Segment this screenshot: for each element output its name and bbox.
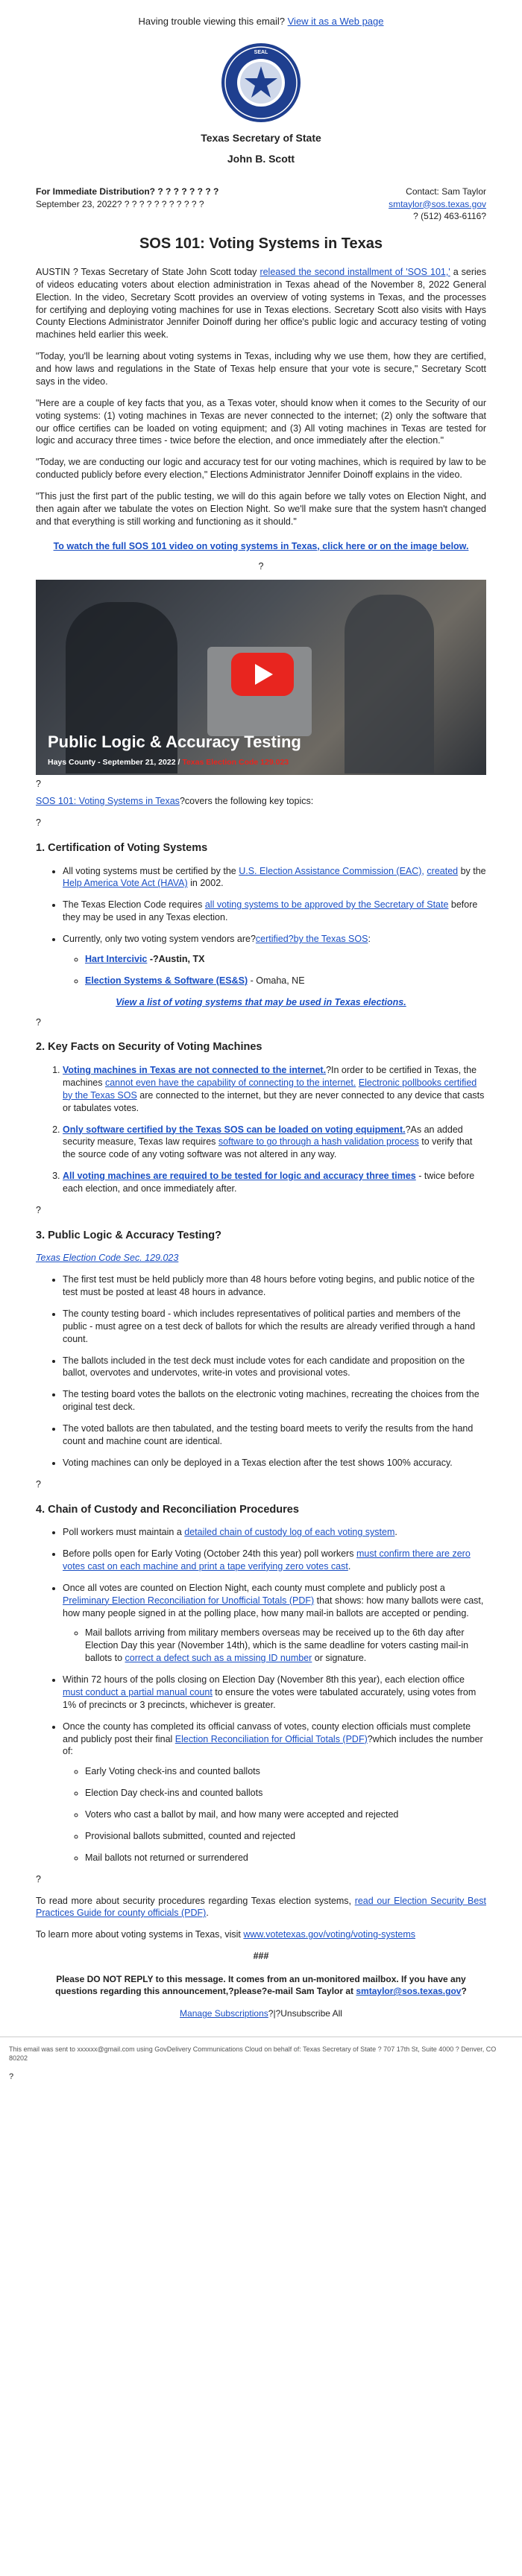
contact-email-link[interactable]: smtaylor@sos.texas.gov xyxy=(389,198,486,209)
certified-link[interactable]: certified?by the Texas SOS xyxy=(255,934,368,945)
org-name: Texas Secretary of State xyxy=(201,131,321,144)
sub-list-item: ◦ Mail ballots not returned or surrendered xyxy=(85,1852,486,1864)
list-item: • The testing board votes the ballots on the electronic voting machines, recreating the choices from the original test deck. xyxy=(63,1388,486,1414)
spacer-mark: ? xyxy=(36,779,41,790)
section-1-list xyxy=(36,865,486,987)
sub-list-item: ◦ Mail ballots arriving from military members overseas may be received up to the 6th day after Election Day this year (November 14th), which is the same deadline for voters casting mail-in ballots to correct a defect such as a missing ID number or signature. xyxy=(85,1627,486,1665)
distribution-text: For Immediate Distribution? ? ? ? ? ? ? ? ? xyxy=(36,186,219,197)
sub-list-item: ◦ Provisional ballots submitted, counted and rejected xyxy=(85,1830,486,1843)
not-connected-link[interactable]: Voting machines in Texas are not connected to the internet. xyxy=(63,1065,327,1076)
footer-mark: ? xyxy=(9,2072,14,2081)
list-item: 1. Voting machines in Texas are not connected to the internet.?In order to be certified in Texas, the machines cannot even have the capability of connecting to the internet. Electronic pollbooks certified by the Texas SOS are connected to the internet, but they are never connected to any device that casts or tabulates votes. xyxy=(63,1064,486,1115)
footer-text: This email was sent to xxxxxx@gmail.com using GovDelivery Communications Cloud on behalf of: Texas Secretary of State ? 707 17th St, Suite 4000 ? Denver, CO 80202 xyxy=(9,2045,497,2062)
person-name: John B. Scott xyxy=(227,153,295,165)
list-item: 3. All voting machines are required to be tested for logic and accuracy three times - twice before each election, and once immediately after. xyxy=(63,1170,486,1195)
list-item: • All voting systems must be certified by the U.S. Election Assistance Commission (EAC), created by the Help America Vote Act (HAVA) in 2002. xyxy=(63,865,486,890)
hava-link[interactable]: Help America Vote Act (HAVA) xyxy=(63,878,188,889)
video-title: Public Logic & Accuracy Testing xyxy=(48,732,301,751)
created-link[interactable]: created xyxy=(427,865,459,876)
spacer-mark: ? xyxy=(36,817,41,829)
list-item: • Before polls open for Early Voting (October 24th this year) poll workers must confirm there are zero votes cast on each machine and print a tape verifying zero votes cast. xyxy=(63,1548,486,1573)
trouble-text: Having trouble viewing this email? xyxy=(138,16,288,27)
correct-defect-link[interactable]: correct a defect such as a missing ID number xyxy=(125,1653,312,1664)
video-figure-right xyxy=(345,595,434,773)
intro-paragraph-2: "Today, you'll be learning about voting systems in Texas, including why we use them, how they are certified, and how laws and regulations in the State of Texas help ensure that your vote is secure," Secretary Scott says in the video. xyxy=(36,351,486,387)
list-item: • Once the county has completed its official canvass of votes, county election officials must complete and publicly post their final Election Reconciliation for Official Totals (PDF)?which includes the number of: ◦ Early Voting check-ins and counted ballots ◦ Election Day check-ins and counted ballots ◦ Voters who cast a ballot by mail, and how many were accepted and rejected ◦ Provisional ballots submitted, counted and rejected ◦ Mail ballots not returned or surrendered xyxy=(63,1721,486,1864)
contact-name: Contact: Sam Taylor xyxy=(406,186,486,197)
watch-video-link[interactable]: To watch the full SOS 101 video on voting systems in Texas, click here or on the image below. xyxy=(53,540,469,551)
spacer-mark: ? xyxy=(258,560,264,572)
intro-paragraph-1: AUSTIN ? Texas Secretary of State John Scott today released the second installment of 'SOS 101,' a series of videos educating voters about election administration in Texas ahead of the November 8, 2022 General Election. In the video, Secretary Scott provides an overview of voting systems in Texas, and the processes for certifying and deploying voting machines for use in Texas elections. Secretary Scott also visits with Hays County Elections Administrator Jennifer Doinoff during her office's public logic and accuracy testing of voting machines held earlier this week. xyxy=(36,266,486,341)
seal-text: SEAL xyxy=(254,49,268,55)
section-3-heading: 3. Public Logic & Accuracy Testing? xyxy=(36,1229,221,1241)
section-2-list xyxy=(36,1064,486,1195)
sub-list xyxy=(63,1627,486,1665)
ess-link[interactable]: Election Systems & Software (ES&S) xyxy=(85,975,248,986)
spacer-mark: ? xyxy=(36,1204,41,1215)
section-3-list xyxy=(36,1273,486,1469)
approval-link[interactable]: all voting systems to be approved by the Secretary of State xyxy=(204,899,449,911)
custody-log-link[interactable]: detailed chain of custody log of each voting system xyxy=(184,1527,395,1538)
certified-software-link[interactable]: Only software certified by the Texas SOS can be loaded on voting equipment. xyxy=(63,1124,406,1135)
release-link[interactable]: released the second installment of 'SOS 101,' xyxy=(260,266,450,277)
internet-capability-link[interactable]: cannot even have the capability of connecting to the internet. xyxy=(104,1077,356,1088)
video-thumbnail[interactable] xyxy=(36,580,486,775)
list-item: • Currently, only two voting system vendors are?certified?by the Texas SOS: ◦ Hart Intercivic -?Austin, TX ◦ Election Systems & Software (ES&S) - Omaha, NE xyxy=(63,933,486,987)
section-2-heading: 2. Key Facts on Security of Voting Machines xyxy=(36,1041,262,1054)
vendor-list xyxy=(63,953,486,987)
spacer-mark: ? xyxy=(36,1478,41,1490)
press-meta xyxy=(36,186,486,222)
votetexas-link[interactable]: www.votetexas.gov/voting/voting-systems xyxy=(243,1929,416,1940)
eac-link[interactable]: U.S. Election Assistance Commission (EAC), xyxy=(239,865,424,876)
end-marker: ### xyxy=(253,1951,269,1962)
list-item: • The first test must be held publicly more than 48 hours before voting begins, and public notice of the test must be posted at least 48 hours in advance. xyxy=(63,1273,486,1299)
web-page-link[interactable]: View it as a Web page xyxy=(287,16,384,27)
manage-subscriptions-link[interactable]: Manage Subscriptions xyxy=(180,2008,268,2019)
hash-validation-link[interactable]: software to go through a hash validation process xyxy=(218,1136,419,1148)
partial-manual-count-link[interactable]: must conduct a partial manual count xyxy=(63,1686,213,1697)
vendor-item: ◦ Election Systems & Software (ES&S) - Omaha, NE xyxy=(85,975,486,987)
tested-three-times-link[interactable]: All voting machines are required to be tested for logic and accuracy three times xyxy=(63,1171,416,1182)
contact-phone: ? (512) 463-6116? xyxy=(413,210,486,221)
play-icon[interactable] xyxy=(231,653,294,696)
sub-list-item: ◦ Voters who cast a ballot by mail, and how many were accepted and rejected xyxy=(85,1808,486,1821)
list-item: • Once all votes are counted on Election Night, each county must complete and publicly post a Preliminary Election Reconciliation for Unofficial Totals (PDF) that shows: how many ballots were cast, how many people signed in at the polling place, how many mail-in ballots are accepted or pending. ◦ Mail ballots arriving from military members overseas may be received up to the 6th day after Election Day this year (November 14th), which is the same deadline for voters casting mail-in ballots to correct a defect such as a missing ID number or signature. xyxy=(63,1582,486,1665)
view-systems-list-link[interactable]: View a list of voting systems that may be used in Texas elections. xyxy=(116,996,406,1007)
vendor-item: ◦ Hart Intercivic -?Austin, TX xyxy=(85,953,486,966)
spacer-mark: ? xyxy=(36,1016,41,1028)
intro-paragraph-3: "Here are a couple of key facts that you, as a Texas voter, should know when it comes to the Security of our voting systems: (1) voting machines in Texas are never connected to the internet; (2) only the software that our office certifies can be loaded on voting equipment; and (3) All voting machines in Texas are tested for logic and accuracy three times - twice before the election, and once immediately after the election." xyxy=(36,397,486,446)
release-date: September 23, 2022? ? ? ? ? ? ? ? ? ? ? ? xyxy=(36,198,204,209)
covers-topics-line: SOS 101: Voting Systems in Texas?covers the following key topics: xyxy=(36,796,314,807)
subscription-links xyxy=(36,2007,486,2019)
section-1-heading: 1. Certification of Voting Systems xyxy=(36,842,208,855)
list-item: • The Texas Election Code requires all voting systems to be approved by the Secretary of State before they may be used in any Texas election. xyxy=(63,899,486,924)
notice-email-link[interactable]: smtaylor@sos.texas.gov xyxy=(356,1986,462,1997)
sub-list xyxy=(63,1765,486,1864)
list-item: • Within 72 hours of the polls closing on Election Day (November 8th this year), each election office must conduct a partial manual count to ensure the votes were tabulated accurately, using votes from 1% of precincts or 3 precincts, whichever is greater. xyxy=(63,1674,486,1712)
web-version-bar xyxy=(0,0,522,28)
security-guide-link[interactable]: read our Election Security Best Practices Guide for county officials (PDF) xyxy=(36,1895,486,1919)
hart-link[interactable]: Hart Intercivic xyxy=(85,953,148,964)
sub-list-item: ◦ Election Day check-ins and counted ballots xyxy=(85,1787,486,1800)
unsubscribe-all-text[interactable]: ?|?Unsubscribe All xyxy=(268,2008,342,2019)
pollbooks-link[interactable]: Electronic pollbooks certified by the Texas SOS xyxy=(63,1077,477,1101)
page-title: SOS 101: Voting Systems in Texas xyxy=(139,235,383,252)
closing-paragraph-1: To read more about security procedures regarding Texas election systems, read our Election Security Best Practices Guide for county officials (PDF). xyxy=(36,1895,486,1919)
election-code-link[interactable]: Texas Election Code Sec. 129.023 xyxy=(36,1253,179,1264)
list-item: • The voted ballots are then tabulated, and the testing board meets to verify the results from the hand count and machine count are identical. xyxy=(63,1423,486,1448)
list-item: • The county testing board - which includes representatives of political parties and members of the public - must agree on a test deck of ballots for which the results are already verified through a hand count. xyxy=(63,1308,486,1346)
closing-paragraph-2: To learn more about voting systems in Texas, visit www.votetexas.gov/voting/voting-systems xyxy=(36,1929,416,1940)
sos101-link[interactable]: SOS 101: Voting Systems in Texas xyxy=(36,796,180,807)
official-reconciliation-link[interactable]: Election Reconciliation for Official Totals (PDF) xyxy=(174,1733,368,1744)
intro-paragraph-4: "Today, we are conducting our logic and accuracy test for our voting machines, which is required by law to be conducted publicly before every election," Elections Administrator Jennifer Doinoff explains in the video. xyxy=(36,457,486,481)
spacer-mark: ? xyxy=(36,1873,41,1884)
no-reply-notice: Please DO NOT REPLY to this message. It comes from an un-monitored mailbox. If you have any questions regarding this announcement,?please?e-mail Sam Taylor at smtaylor@sos.texas.gov? xyxy=(55,1974,467,1997)
sub-list-item: ◦ Early Voting check-ins and counted ballots xyxy=(85,1765,486,1778)
zero-votes-link[interactable]: must confirm there are zero votes cast on each machine and print a tape verifying zero votes cast xyxy=(63,1548,471,1572)
list-item: 2. Only software certified by the Texas SOS can be loaded on voting equipment.?As an added security measure, Texas law requires software to go through a hash validation process to verify that the source code of any voting software was not altered in any way. xyxy=(63,1124,486,1162)
texas-seal-logo xyxy=(220,42,302,124)
footer-bar xyxy=(0,2037,522,2069)
list-item: • Poll workers must maintain a detailed chain of custody log of each voting system. xyxy=(63,1526,486,1539)
section-4-heading: 4. Chain of Custody and Reconciliation Procedures xyxy=(36,1503,299,1516)
section-4-list xyxy=(36,1526,486,1864)
intro-paragraph-5: "This just the first part of the public testing, we will do this again before we tally votes on Election Night, and then again after we tabulate the votes on Election Night. So we'll make sure that the system hasn't changed and that everything is still working and functioning as it should." xyxy=(36,491,486,527)
list-item: • The ballots included in the test deck must include votes for each candidate and proposition on the ballot, overvotes and undervotes, write-in votes and provisional votes. xyxy=(63,1355,486,1380)
preliminary-reconciliation-link[interactable]: Preliminary Election Reconciliation for Unofficial Totals (PDF) xyxy=(63,1595,315,1606)
list-item: • Voting machines can only be deployed in a Texas election after the test shows 100% accuracy. xyxy=(63,1457,486,1469)
video-subtitle: Hays County - September 21, 2022 / Texas Election Code 129.023 xyxy=(48,758,289,768)
